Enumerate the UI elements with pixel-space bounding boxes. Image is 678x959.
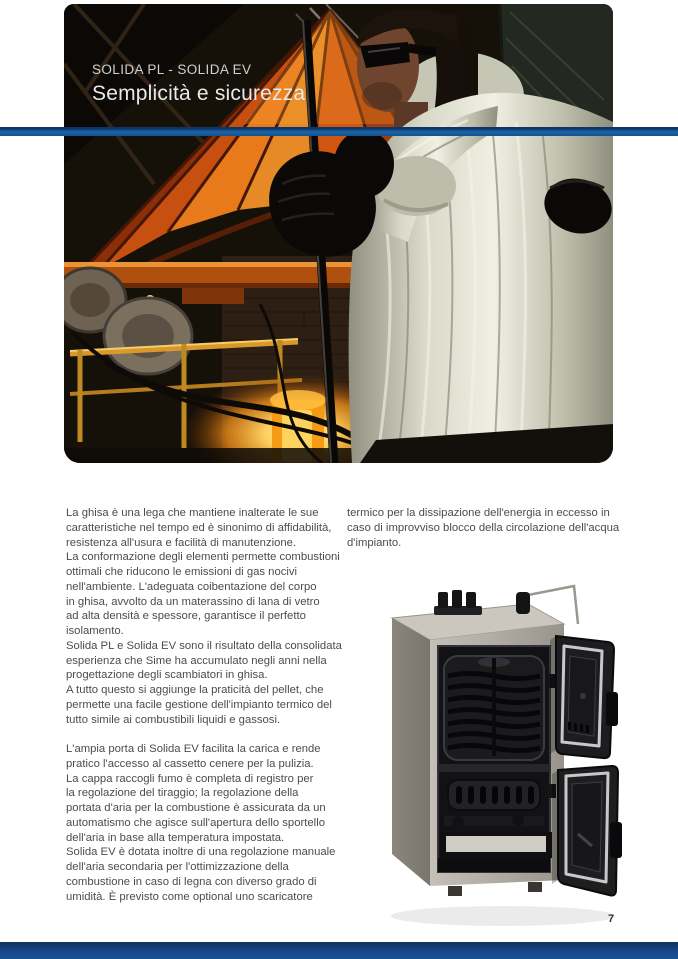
boiler-product-photo [378,584,630,932]
page-title: Semplicità e sicurezza [92,82,306,105]
body-column-left: La ghisa è una lega che mantiene inalterate le sue caratteristiche nel tempo ed è sinonimo di affidabilità, resistenza all'usura e facilità di manutenzione. La conformazione degli elementi permette combustioni ottimali che riducono le emissioni di gas nocivi nell'ambiente. L'adeguata coibentazione del corpo in ghisa, avvolto da un materassino di lana di vetro ad alta densità e spessore, garantisce il perfetto isolamento. Solida PL e Solida EV sono il risultato della consolidata esperienza che Sime ha accumulato negli anni nella progettazione degli scambiatori in ghisa. A tutto questo si aggiunge la praticità del pellet, che permette una facile gestione dell'impianto termico del tutto simile ai combustibili liquidi e gassosi. L'ampia porta di Solida EV facilita la carica e rende pratico l'accesso al cassetto cenere per la pulizia. La cappa raccogli fumo è completa di registro per la regolazione del tiraggio; la regolazione della portata d'aria per la combustione è assicurata da un automatismo che agisce sull'apertura dello sportello dell'aria in base alla temperatura impostata. Solida EV è dotata inoltre di una regolazione manuale dell'aria secondaria per l'ottimizzazione della combustione in caso di legna con diverso grado di umidità. È previsto come optional uno scaricatore [66,507,342,903]
page-number: 7 [607,913,615,925]
foundry-photo [64,4,613,463]
boiler-illustration [378,584,630,932]
hero-text-block [92,62,305,106]
grate [448,780,540,810]
upper-door-handle [606,692,618,726]
blue-divider-bar [0,127,678,136]
upper-door [550,636,618,758]
footer-bar [0,942,678,959]
product-name-kicker: SOLIDA PL - SOLIDA EV [92,62,252,77]
body-column-right: termico per la dissipazione dell'energia in eccesso in caso di improvviso blocco della circolazione dell'acqua d'impianto. [347,507,620,549]
boiler-shadow [391,906,615,926]
lower-door [552,766,622,895]
lower-door-handle [610,822,622,858]
ash-pan [440,832,552,858]
top-fittings [434,590,482,615]
boiler-interior [438,646,552,872]
